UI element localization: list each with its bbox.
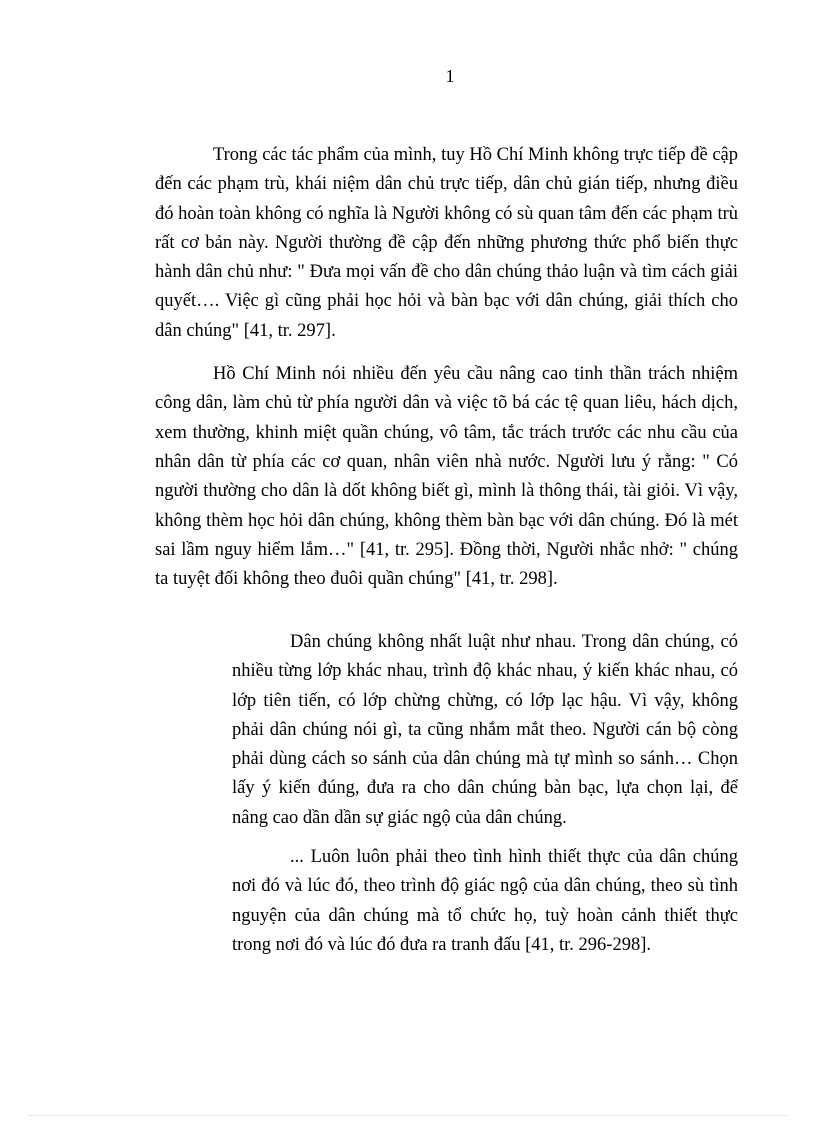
block-quote	[232, 628, 738, 960]
quote-paragraph-2: ... Luôn luôn phải theo tình hình thiết thực của dân chúng nơi đó và lúc đó, theo trình độ giác ngộ của dân chúng, theo sù tình nguyện của dân chúng mà tổ chức họ, tuỳ hoàn cảnh thiết thực trong nơi đó và lúc đó đưa ra tranh đấu [41, tr. 296-298].	[232, 847, 738, 955]
paragraph-1: Trong các tác phẩm của mình, tuy Hồ Chí Minh không trực tiếp đề cập đến các phạm trù, khái niệm dân chủ trực tiếp, dân chủ gián tiếp, nhưng điều đó hoàn toàn không có nghĩa là Người không có sù quan tâm đến các phạm trù rất cơ bản này. Người thường đề cập đến những phương thức phổ biến thực hành dân chủ như: " Đưa mọi vấn đề cho dân chúng thảo luận và tìm cách giải quyết…. Việc gì cũng phải học hỏi và bàn bạc với dân chúng, giải thích cho dân chúng" [41, tr. 297].	[155, 145, 738, 341]
page-bottom-divider	[28, 1115, 788, 1116]
document-body	[155, 141, 738, 604]
page-number	[0, 64, 816, 88]
quote-paragraph-1: Dân chúng không nhất luật như nhau. Trong dân chúng, có nhiều từng lớp khác nhau, trình độ khác nhau, ý kiến khác nhau, có lớp tiên tiến, có lớp chừng chừng, có lớp lạc hậu. Vì vậy, không phải dân chúng nói gì, ta cũng nhắm mắt theo. Người cán bộ còng phải dùng cách so sánh của dân chúng mà tự mình so sánh… Chọn lấy ý kiến đúng, đưa ra cho dân chúng bàn bạc, lựa chọn lại, để nâng cao dần dần sự giác ngộ của dân chúng.	[232, 632, 738, 828]
paragraph-2: Hồ Chí Minh nói nhiều đến yêu cầu nâng cao tinh thần trách nhiệm công dân, làm chủ từ phía người dân và việc tõ bá các tệ quan liêu, hách dịch, xem thường, khinh miệt quần chúng, vô tâm, tắc trách trước các nhu cầu của nhân dân từ phía các cơ quan, nhân viên nhà nước. Người lưu ý rằng: " Có người thường cho dân là dốt không biết gì, mình là thông thái, tài giỏi. Vì vậy, không thèm học hỏi dân chúng, không thèm bàn bạc với dân chúng. Đó là mét sai lầm nguy hiểm lắm…" [41, tr. 295]. Đồng thời, Người nhắc nhở: " chúng ta tuyệt đối không theo đuôi quần chúng" [41, tr. 298].	[155, 364, 738, 590]
page-number-text: 1	[445, 66, 455, 86]
